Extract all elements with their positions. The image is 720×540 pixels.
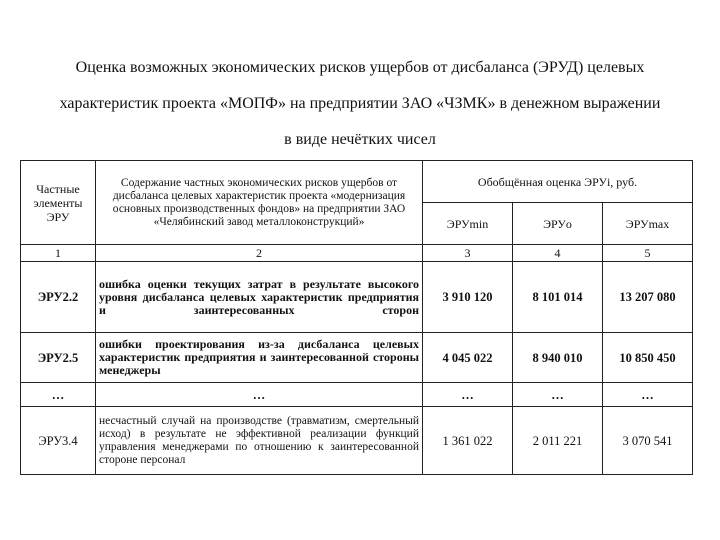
header-row — [21, 161, 693, 203]
header-content: Содержание частных экономических рисков ущербов от дисбаланса целевых характеристик проекта «модернизация основных производственных фондов» на предприятии ЗАО «Челябинский завод металлоконструкций» — [96, 161, 423, 245]
row-code: ЭРУ3.4 — [21, 407, 96, 475]
row-code: ЭРУ2.5 — [21, 333, 96, 383]
row-o: … — [513, 383, 603, 407]
header-elements: Частные элементы ЭРУ — [21, 161, 96, 245]
column-number: 3 — [423, 245, 513, 262]
risk-table — [20, 160, 693, 475]
table-row — [21, 333, 693, 383]
row-o: 2 011 221 — [513, 407, 603, 475]
title-line-1: Оценка возможных экономических рисков ущербов от дисбаланса (ЭРУД) целевых — [75, 59, 645, 76]
title-line-3: в виде нечётких чисел — [284, 131, 436, 148]
row-min: 3 910 120 — [423, 262, 513, 333]
header-o: ЭРУo — [513, 203, 603, 245]
row-description: ошибка оценки текущих затрат в результате высокого уровня дисбаланса целевых характеристик предприятия и заинтересованных сторон — [96, 262, 423, 333]
column-number: 2 — [96, 245, 423, 262]
column-number: 5 — [603, 245, 693, 262]
row-description: несчастный случай на производстве (травматизм, смертельный исход) в результате не эффективной реализации функций управления менеджерами по отношению к заинтересованной стороне персонал — [96, 407, 423, 475]
row-code: ЭРУ2.2 — [21, 262, 96, 333]
row-min: … — [423, 383, 513, 407]
column-number: 1 — [21, 245, 96, 262]
header-min: ЭРУmin — [423, 203, 513, 245]
row-max: 13 207 080 — [603, 262, 693, 333]
row-max: 3 070 541 — [603, 407, 693, 475]
column-number: 4 — [513, 245, 603, 262]
table-row — [21, 383, 693, 407]
table-row — [21, 407, 693, 475]
row-description: … — [96, 383, 423, 407]
title-line-2: характеристик проекта «МОПФ» на предприятии ЗАО «ЧЗМК» в денежном выражении — [59, 95, 661, 112]
row-min: 1 361 022 — [423, 407, 513, 475]
header-group: Обобщённая оценка ЭРУi, руб. — [423, 161, 693, 203]
row-max: 10 850 450 — [603, 333, 693, 383]
row-min: 4 045 022 — [423, 333, 513, 383]
row-max: … — [603, 383, 693, 407]
row-description: ошибки проектирования из-за дисбаланса целевых характеристик предприятия и заинтересованной стороны менеджеры — [96, 333, 423, 383]
row-o: 8 101 014 — [513, 262, 603, 333]
table-row — [21, 262, 693, 333]
column-number-row — [21, 245, 693, 262]
header-max: ЭРУmax — [603, 203, 693, 245]
row-o: 8 940 010 — [513, 333, 603, 383]
page-title — [0, 50, 720, 158]
row-code: … — [21, 383, 96, 407]
